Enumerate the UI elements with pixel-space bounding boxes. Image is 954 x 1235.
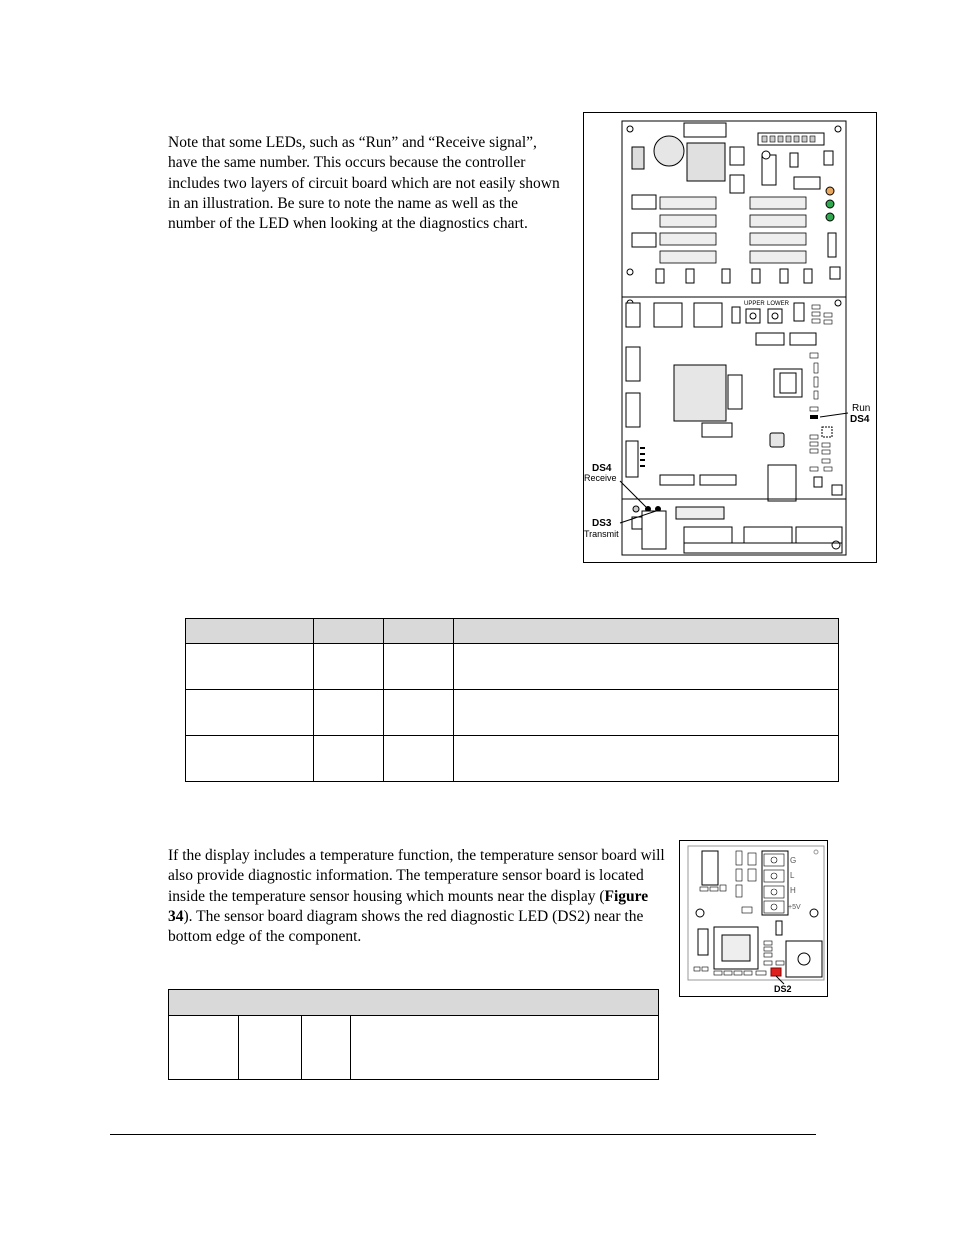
- controller-led-table: [185, 618, 839, 782]
- lower-switch-label: LOWER: [767, 301, 790, 307]
- table-cell: [186, 690, 314, 736]
- ds2-led: [771, 968, 781, 976]
- figure-reference: Figure 34: [168, 887, 649, 925]
- table-cell: [384, 690, 454, 736]
- paragraph-text: ). The sensor board diagram shows the red diagnostic LED (DS2) near the bottom edge of the component.: [168, 907, 644, 946]
- table-cell: [314, 690, 384, 736]
- table-cell: [454, 644, 839, 690]
- terminal-label-g: G: [790, 856, 797, 865]
- table-cell: [384, 644, 454, 690]
- terminal-label-5v: +5V: [788, 904, 801, 911]
- receive-callout-label: Receive: [584, 473, 617, 483]
- terminal-label-h: H: [790, 886, 796, 895]
- table-cell: [239, 1016, 302, 1080]
- run-callout-label: Run: [852, 403, 871, 414]
- table-cell: [302, 1016, 351, 1080]
- controller-board-figure: [583, 112, 877, 563]
- table-cell: [454, 690, 839, 736]
- controller-board-diagram: [584, 113, 876, 562]
- receive-callout-ds: DS4: [592, 463, 612, 474]
- table-row: [169, 1016, 659, 1080]
- sensor-led-table: [168, 989, 659, 1080]
- terminal-label-l: L: [790, 871, 795, 880]
- table-cell: [384, 736, 454, 782]
- table-header-cell: [384, 619, 454, 644]
- footer-rule: [110, 1134, 816, 1135]
- table-header-row: [186, 619, 839, 644]
- green-led: [826, 213, 834, 221]
- table-cell: [454, 736, 839, 782]
- table-cell: [186, 736, 314, 782]
- table-header-cell: [314, 619, 384, 644]
- ds2-callout-label: DS2: [774, 984, 792, 994]
- table-cell: [169, 1016, 239, 1080]
- table-cell: [314, 736, 384, 782]
- table-row: [186, 736, 839, 782]
- transmit-callout-ds: DS3: [592, 518, 612, 529]
- table-cell: [351, 1016, 659, 1080]
- table-row: [186, 690, 839, 736]
- led-note-paragraph: Note that some LEDs, such as “Run” and “Receive signal”, have the same number. This occurs because the controller includes two layers of circuit board which are not easily shown in an illustration. Be sure to note the name as well as the number of the LED when looking at the diagnostics chart.: [168, 134, 560, 233]
- temperature-sensor-paragraph: [168, 846, 668, 947]
- transmit-callout-label: Transmit: [584, 529, 619, 539]
- green-led: [826, 200, 834, 208]
- table-header-row: [169, 990, 659, 1016]
- run-led: [810, 415, 818, 419]
- table-cell: [186, 644, 314, 690]
- sensor-board-figure: [679, 840, 828, 997]
- run-callout-ds: DS4: [850, 414, 870, 425]
- table-header-cell: [454, 619, 839, 644]
- table-cell: [314, 644, 384, 690]
- table-row: [186, 644, 839, 690]
- table-header-cell: [186, 619, 314, 644]
- sensor-board-diagram: [680, 841, 827, 996]
- upper-switch-label: UPPER: [744, 301, 765, 307]
- table-header-cell: [169, 990, 659, 1016]
- amber-led: [826, 187, 834, 195]
- paragraph-text: If the display includes a temperature function, the temperature sensor board will also provide diagnostic information. The temperature sensor board is located inside the temperature sensor housing which mounts near the display (: [168, 847, 665, 905]
